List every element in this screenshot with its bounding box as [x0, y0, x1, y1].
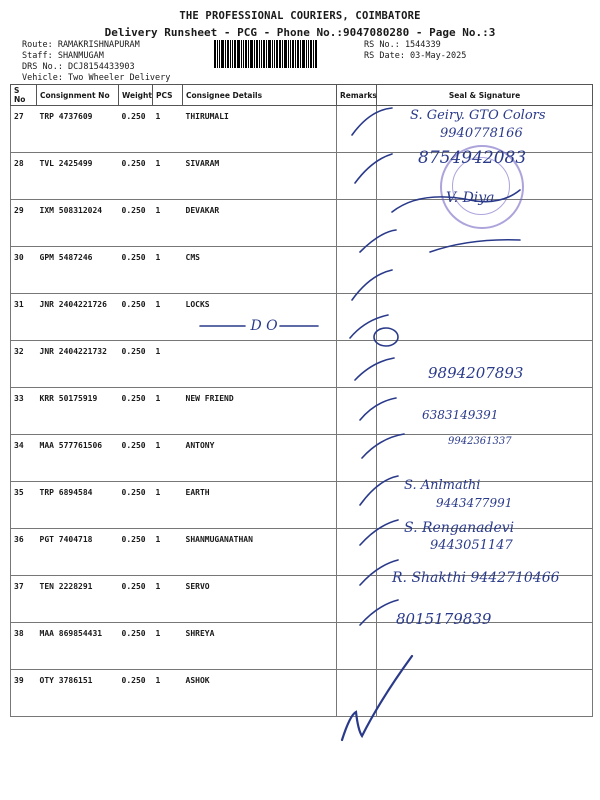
cell-sno: 31 [11, 294, 37, 341]
cell-weight: 0.250 [119, 529, 153, 576]
cell-pcs: 1 [153, 153, 183, 200]
document-title: THE PROFESSIONAL COURIERS, COIMBATORE [179, 10, 421, 22]
cell-seal-signature [377, 576, 593, 623]
signature-row-29-name: V. Diya [446, 190, 495, 206]
cell-seal-signature [377, 623, 593, 670]
barcode-bar [225, 40, 226, 68]
table-row [11, 341, 593, 388]
cell-sno: 29 [11, 200, 37, 247]
document-subtitle: Delivery Runsheet - PCG - Phone No.:9047080280 - Page No.:3 [104, 26, 496, 39]
table-row [11, 529, 593, 576]
rs-date-label: RS Date: 03-May-2025 [364, 51, 467, 61]
cell-consignment-no: TEN 2228291 [37, 576, 119, 623]
barcode-bar [306, 40, 307, 68]
cell-consignee: SERVO [183, 576, 337, 623]
barcode-bar [282, 40, 283, 68]
cell-sno: 37 [11, 576, 37, 623]
cell-remarks [337, 106, 377, 153]
barcode-bar [300, 40, 301, 68]
cell-pcs: 1 [153, 294, 183, 341]
barcode-bar [241, 40, 242, 68]
signature-row-36-name: S. Anlmathi [404, 478, 481, 493]
cell-pcs: 1 [153, 482, 183, 529]
rs-number-label: RS No.: 1544339 [364, 40, 441, 50]
cell-consignee: ASHOK [183, 670, 337, 717]
cell-weight: 0.250 [119, 576, 153, 623]
barcode-bar [313, 40, 314, 68]
barcode-bar [292, 40, 294, 68]
signature-row-28-phone: 8754942083 [418, 148, 527, 168]
vehicle-label: Vehicle: Two Wheeler Delivery [22, 73, 171, 83]
barcode-bar [266, 40, 267, 68]
cell-remarks [337, 388, 377, 435]
barcode-bar [315, 40, 317, 68]
cell-sno: 36 [11, 529, 37, 576]
cell-remarks [337, 247, 377, 294]
cell-remarks [337, 341, 377, 388]
barcode-bar [217, 40, 218, 68]
cell-sno: 32 [11, 341, 37, 388]
cell-sno: 35 [11, 482, 37, 529]
signature-row-27-phone: 9940778166 [440, 126, 523, 141]
signature-row-36-phone: 9443477991 [436, 496, 513, 510]
cell-pcs: 1 [153, 247, 183, 294]
barcode-bar [234, 40, 236, 68]
table-row [11, 576, 593, 623]
col-sno: S No [11, 85, 37, 106]
signature-row-34-phone: 6383149391 [422, 408, 499, 422]
cell-sno: 28 [11, 153, 37, 200]
barcode-bar [230, 40, 231, 68]
cell-consignment-no: PGT 7404718 [37, 529, 119, 576]
cell-seal-signature [377, 482, 593, 529]
cell-seal-signature [377, 670, 593, 717]
cell-pcs: 1 [153, 529, 183, 576]
staff-label: Staff: SHANMUGAM [22, 51, 104, 61]
barcode-bar [268, 40, 271, 68]
cell-consignee: THIRUMALI [183, 106, 337, 153]
barcode-bar [245, 40, 247, 68]
cell-consignment-no: KRR 50175919 [37, 388, 119, 435]
cell-consignee: SHREYA [183, 623, 337, 670]
ditto-row-32: — D O — [232, 318, 297, 334]
cell-seal-signature [377, 388, 593, 435]
cell-consignee: ANTONY [183, 435, 337, 482]
cell-sno: 27 [11, 106, 37, 153]
table-row [11, 623, 593, 670]
table-row [11, 388, 593, 435]
cell-consignee: NEW FRIEND [183, 388, 337, 435]
table-row [11, 670, 593, 717]
barcode-bar [256, 40, 258, 68]
cell-remarks [337, 153, 377, 200]
barcode-bar [290, 40, 291, 68]
barcode-bar [302, 40, 305, 68]
table-row [11, 247, 593, 294]
cell-weight: 0.250 [119, 200, 153, 247]
cell-seal-signature [377, 435, 593, 482]
cell-remarks [337, 576, 377, 623]
cell-weight: 0.250 [119, 247, 153, 294]
signature-row-38: R. Shakthi 9442710466 [392, 570, 560, 586]
cell-sno: 34 [11, 435, 37, 482]
cell-remarks [337, 670, 377, 717]
barcode-bar [254, 40, 255, 68]
cell-remarks [337, 529, 377, 576]
cell-sno: 33 [11, 388, 37, 435]
cell-remarks [337, 435, 377, 482]
runsheet-meta-right [364, 40, 466, 62]
barcode-bar [308, 40, 309, 68]
signature-row-39: 8015179839 [396, 610, 492, 628]
barcode-bar [214, 40, 216, 68]
barcode-bar [259, 40, 260, 68]
cell-remarks [337, 200, 377, 247]
cell-seal-signature [377, 529, 593, 576]
barcode-bar [297, 40, 299, 68]
barcode-bar [232, 40, 233, 68]
cell-consignment-no: JNR 2404221732 [37, 341, 119, 388]
cell-consignee: SIVARAM [183, 153, 337, 200]
col-pcs: PCS [153, 85, 183, 106]
col-consignee: Consignee Details [183, 85, 337, 106]
route-label: Route: RAMAKRISHNAPURAM [22, 40, 140, 50]
barcode-bar [250, 40, 253, 68]
cell-consignment-no: JNR 2404221726 [37, 294, 119, 341]
seal-stamp [440, 145, 524, 229]
cell-weight: 0.250 [119, 341, 153, 388]
col-weight: Weight [119, 85, 153, 106]
cell-sno: 38 [11, 623, 37, 670]
cell-consignee: SHANMUGANATHAN [183, 529, 337, 576]
cell-pcs: 1 [153, 670, 183, 717]
cell-sno: 30 [11, 247, 37, 294]
barcode-bar [288, 40, 289, 68]
barcode-bar [279, 40, 281, 68]
barcode-bar [310, 40, 312, 68]
barcode-bar [219, 40, 220, 68]
signature-row-27-name: S. Geiry. GTO Colors [410, 108, 546, 123]
cell-consignment-no: GPM 5487246 [37, 247, 119, 294]
table-row [11, 482, 593, 529]
cell-consignment-no: TRP 6894584 [37, 482, 119, 529]
table-header-row [11, 85, 593, 106]
drs-label: DRS No.: DCJ8154433903 [22, 62, 135, 72]
cell-pcs: 1 [153, 435, 183, 482]
signature-row-37-phone: 9443051147 [430, 538, 513, 553]
cell-consignee: DEVAKAR [183, 200, 337, 247]
barcode-bar [237, 40, 240, 68]
cell-weight: 0.250 [119, 670, 153, 717]
barcode-bar [272, 40, 273, 68]
table-row [11, 294, 593, 341]
cell-consignment-no: MAA 869854431 [37, 623, 119, 670]
col-seal-signature: Seal & Signature [377, 85, 593, 106]
signature-row-37-name: S. Renganadevi [404, 520, 515, 536]
barcode-bar [284, 40, 287, 68]
runsheet-meta-left [22, 40, 170, 84]
cell-pcs: 1 [153, 106, 183, 153]
cell-seal-signature [377, 341, 593, 388]
table-row [11, 106, 593, 153]
cell-weight: 0.250 [119, 623, 153, 670]
signature-row-35-phone: 9942361337 [448, 436, 512, 447]
cell-consignment-no: OTY 3786151 [37, 670, 119, 717]
cell-consignment-no: TRP 4737609 [37, 106, 119, 153]
col-remarks: Remarks [337, 85, 377, 106]
cell-consignment-no: IXM 508312024 [37, 200, 119, 247]
cell-weight: 0.250 [119, 106, 153, 153]
barcode-image [214, 40, 354, 68]
signature-row-33-phone: 9894207893 [428, 364, 524, 382]
cell-remarks [337, 294, 377, 341]
barcode-bar [263, 40, 265, 68]
barcode-bar [295, 40, 296, 68]
col-consignment: Consignment No [37, 85, 119, 106]
cell-sno: 39 [11, 670, 37, 717]
cell-pcs: 1 [153, 200, 183, 247]
barcode-bar [243, 40, 244, 68]
barcode-bar [227, 40, 229, 68]
cell-weight: 0.250 [119, 388, 153, 435]
barcode-bar [261, 40, 262, 68]
cell-weight: 0.250 [119, 153, 153, 200]
cell-pcs: 1 [153, 576, 183, 623]
barcode-bar [274, 40, 275, 68]
cell-weight: 0.250 [119, 435, 153, 482]
cell-seal-signature [377, 294, 593, 341]
barcode-bar [221, 40, 224, 68]
cell-remarks [337, 482, 377, 529]
barcode-bar [248, 40, 249, 68]
cell-weight: 0.250 [119, 482, 153, 529]
cell-pcs: 1 [153, 388, 183, 435]
cell-weight: 0.250 [119, 294, 153, 341]
cell-seal-signature [377, 247, 593, 294]
cell-pcs: 1 [153, 623, 183, 670]
cell-consignee: LOCKS [183, 294, 337, 341]
cell-pcs: 1 [153, 341, 183, 388]
cell-consignee: EARTH [183, 482, 337, 529]
cell-consignment-no: MAA 577761506 [37, 435, 119, 482]
barcode-bar [276, 40, 278, 68]
cell-consignee [183, 341, 337, 388]
table-row [11, 435, 593, 482]
cell-remarks [337, 623, 377, 670]
cell-consignment-no: TVL 2425499 [37, 153, 119, 200]
cell-consignee: CMS [183, 247, 337, 294]
